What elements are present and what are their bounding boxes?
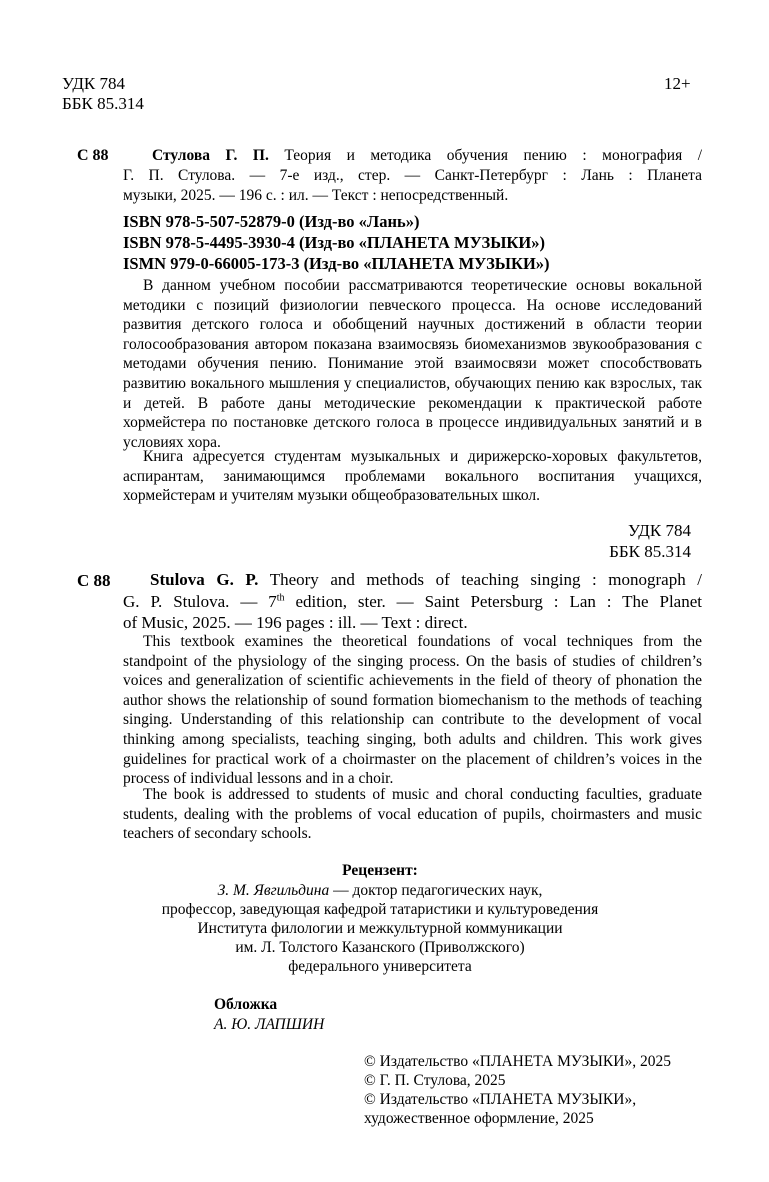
ru-udk: УДК 784: [627, 521, 691, 540]
reviewer-heading: Рецензент:: [342, 862, 418, 879]
reviewer-line5: федерального университета: [288, 958, 472, 975]
ru-title-line3: музыки, 2025. — 196 с. : ил. — Текст : непосредственный.: [123, 187, 509, 204]
ru-shelf-code: С 88: [77, 147, 109, 164]
ru-classification: [500, 520, 691, 562]
age-rating: 12+: [664, 74, 691, 93]
copyright-line4: художественное оформление, 2025: [364, 1110, 594, 1127]
ru-isbn-1: ISBN 978-5-507-52879-0 (Изд-во «Лань»): [123, 212, 420, 231]
reviewer-line4: им. Л. Толстого Казанского (Приволжского): [235, 939, 525, 956]
cover-heading: Обложка: [214, 996, 278, 1013]
ru-title-line2: Г. П. Стулова. — 7-е изд., стер. — Санкт-Петербург : Лань : Планета: [123, 167, 702, 184]
ru-title-line1: [152, 146, 702, 166]
en-abstract-2: The book is addressed to students of music and choral conducting faculties, graduate students, dealing with the problems of vocal education of pupils, choirmasters and music teachers of secondary schools.: [123, 786, 702, 843]
en-shelf-code: С 88: [77, 571, 111, 590]
ru-abstract-2: Книга адресуется студентам музыкальных и дирижерско-хоровых факультетов, аспирантам, занимающимся проблемами вокального воспитания учащихся, хормейстерам и учителям музыки общеобразовательных школ.: [123, 448, 702, 505]
reviewer-name: З. М. Явгильдина: [217, 882, 330, 899]
en-edition-prefix: G. P. Stulova. — 7: [123, 592, 277, 611]
header-bbk: ББК 85.314: [62, 94, 144, 113]
en-title-line3: of Music, 2025. — 196 pages : ill. — Text : direct.: [123, 613, 468, 632]
reviewer-line3: Института филологии и межкультурной коммуникации: [197, 920, 563, 937]
en-title: Theory and methods of teaching singing : monograph /: [269, 570, 702, 589]
header-classification: [62, 74, 144, 114]
ru-author: Стулова Г. П.: [152, 147, 269, 164]
en-author: Stulova G. P.: [150, 570, 259, 589]
ru-abstract-1: В данном учебном пособии рассматриваются теоретические основы вокальной методики с позиций физиологии певческого процесса. На основе исследований развития детского голоса и обобщений научных достижений в области теории голосообразования автором показана взаимосвязь биомеханизмов звукообразования с методами обучения пению. Понимание этой взаимосвязи может способствовать развитию вокального мышления у специалистов, обучающих пению как взрослых, так и детей. В работе даны методические рекомендации к практической работе хормейстера по постановке детского голоса в процессе индивидуальных занятий и в условиях хора.: [123, 277, 702, 451]
copyright-line3: © Издательство «ПЛАНЕТА МУЗЫКИ»,: [364, 1091, 637, 1108]
en-title-line2: [123, 591, 702, 613]
header-udk: УДК 784: [62, 74, 126, 93]
reviewer-degree: — доктор педагогических наук,: [329, 882, 543, 899]
ru-title: Теория и методика обучения пению : монография /: [284, 147, 703, 164]
en-edition-sup: th: [276, 592, 285, 604]
reviewer-line1: [80, 881, 680, 901]
copyright-line1: © Издательство «ПЛАНЕТА МУЗЫКИ», 2025: [364, 1053, 671, 1070]
ru-ismn: ISMN 979-0-66005-173-3 (Изд-во «ПЛАНЕТА МУЗЫКИ»): [123, 254, 550, 273]
en-title-line1: [150, 569, 702, 591]
copyright-line2: © Г. П. Стулова, 2025: [364, 1072, 506, 1089]
ru-isbn-2: ISBN 978-5-4495-3930-4 (Изд-во «ПЛАНЕТА МУЗЫКИ»): [123, 233, 545, 252]
ru-bbk: ББК 85.314: [609, 542, 691, 561]
en-edition-rest: edition, ster. — Saint Petersburg : Lan : The Planet: [284, 592, 702, 611]
en-abstract-1: This textbook examines the theoretical foundations of vocal techniques from the standpoint of the physiology of the singing process. On the basis of studies of children’s voices and generalization of scientific achievements in the field of theory of phonation the author shows the relationship of sound formation biomechanism to the methods of teaching singing. Understanding of this relationship can contribute to the development of vocal thinking among specialists, teaching singing, both adults and children. This work gives guidelines for practical work of a choirmaster on the placement of children’s voices in the process of individual lessons and in a choir.: [123, 633, 702, 788]
cover-artist: А. Ю. ЛАПШИН: [214, 1016, 325, 1033]
reviewer-line2: профессор, заведующая кафедрой татаристики и культуроведения: [161, 901, 599, 918]
